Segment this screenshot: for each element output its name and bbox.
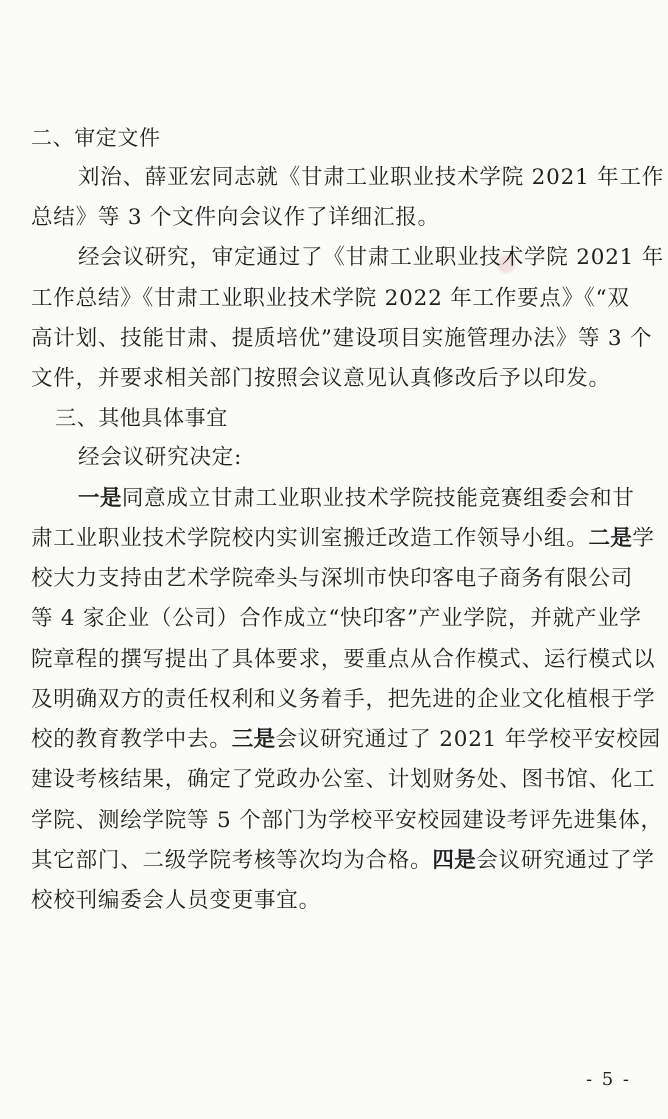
emphasis-fourth: 四是 — [432, 848, 477, 873]
paragraph-line: 高计划、技能甘肃、提质培优”建设项目实施管理办法》等 3 个 — [31, 326, 653, 351]
paragraph-text: 其它部门、二级学院考核等次均为合格。 — [31, 848, 433, 873]
page-number: - 5 - — [585, 1069, 631, 1090]
paragraph-text: 同意成立甘肃工业职业技术学院技能竞赛组委会和甘 — [121, 486, 635, 511]
paragraph-line: 院章程的撰写提出了具体要求，要重点从合作模式、运行模式以 — [31, 647, 656, 672]
paragraph-line: 学院、测绘学院等 5 个部门为学校平安校园建设考评先进集体， — [31, 808, 663, 833]
paragraph-line: 校校刊编委会人员变更事宜。 — [31, 888, 321, 913]
paragraph-line: 文件，并要求相关部门按照会议意见认真修改后予以印发。 — [31, 366, 611, 391]
section-heading-review-documents: 二、审定文件 — [31, 126, 161, 150]
paragraph-line — [78, 484, 635, 514]
emphasis-second: 二是 — [588, 526, 633, 551]
paragraph-line: 刘治、薛亚宏同志就《甘肃工业职业技术学院 2021 年工作 — [78, 165, 665, 190]
paragraph-text: 学 — [632, 526, 655, 551]
emphasis-first: 一是 — [78, 486, 122, 511]
emphasis-third: 三是 — [231, 727, 276, 752]
paragraph-line — [31, 725, 661, 755]
section-heading-other-matters: 三、其他具体事宜 — [55, 406, 228, 430]
paragraph-line — [31, 846, 655, 876]
paragraph-line: 校大力支持由艺术学院牵头与深圳市快印客电子商务有限公司 — [31, 566, 634, 591]
paragraph-text: 会议研究通过了学 — [476, 848, 655, 873]
paragraph-line: 及明确双方的责任权利和义务着手，把先进的企业文化植根于学 — [31, 687, 656, 712]
paragraph-line: 工作总结》《甘肃工业职业技术学院 2022 年工作要点》《“双 — [31, 286, 630, 311]
paragraph-line — [31, 524, 655, 554]
paragraph-text: 会议研究通过了 2021 年学校平安校园 — [275, 727, 661, 752]
paragraph-line: 等 4 家企业（公司）合作成立“快印客”产业学院，并就产业学 — [31, 606, 642, 631]
paragraph-line: 建设考核结果，确定了党政办公室、计划财务处、图书馆、化工 — [31, 767, 656, 792]
paragraph-line: 经会议研究决定: — [78, 445, 243, 470]
paragraph-text: 校的教育教学中去。 — [31, 727, 232, 752]
paragraph-text: 肃工业职业技术学院校内实训室搬迁改造工作领导小组。 — [31, 526, 589, 551]
paragraph-line: 经会议研究，审定通过了《甘肃工业职业技术学院 2021 年 — [78, 245, 665, 270]
paragraph-line: 总结》等 3 个文件向会议作了详细汇报。 — [31, 205, 440, 230]
